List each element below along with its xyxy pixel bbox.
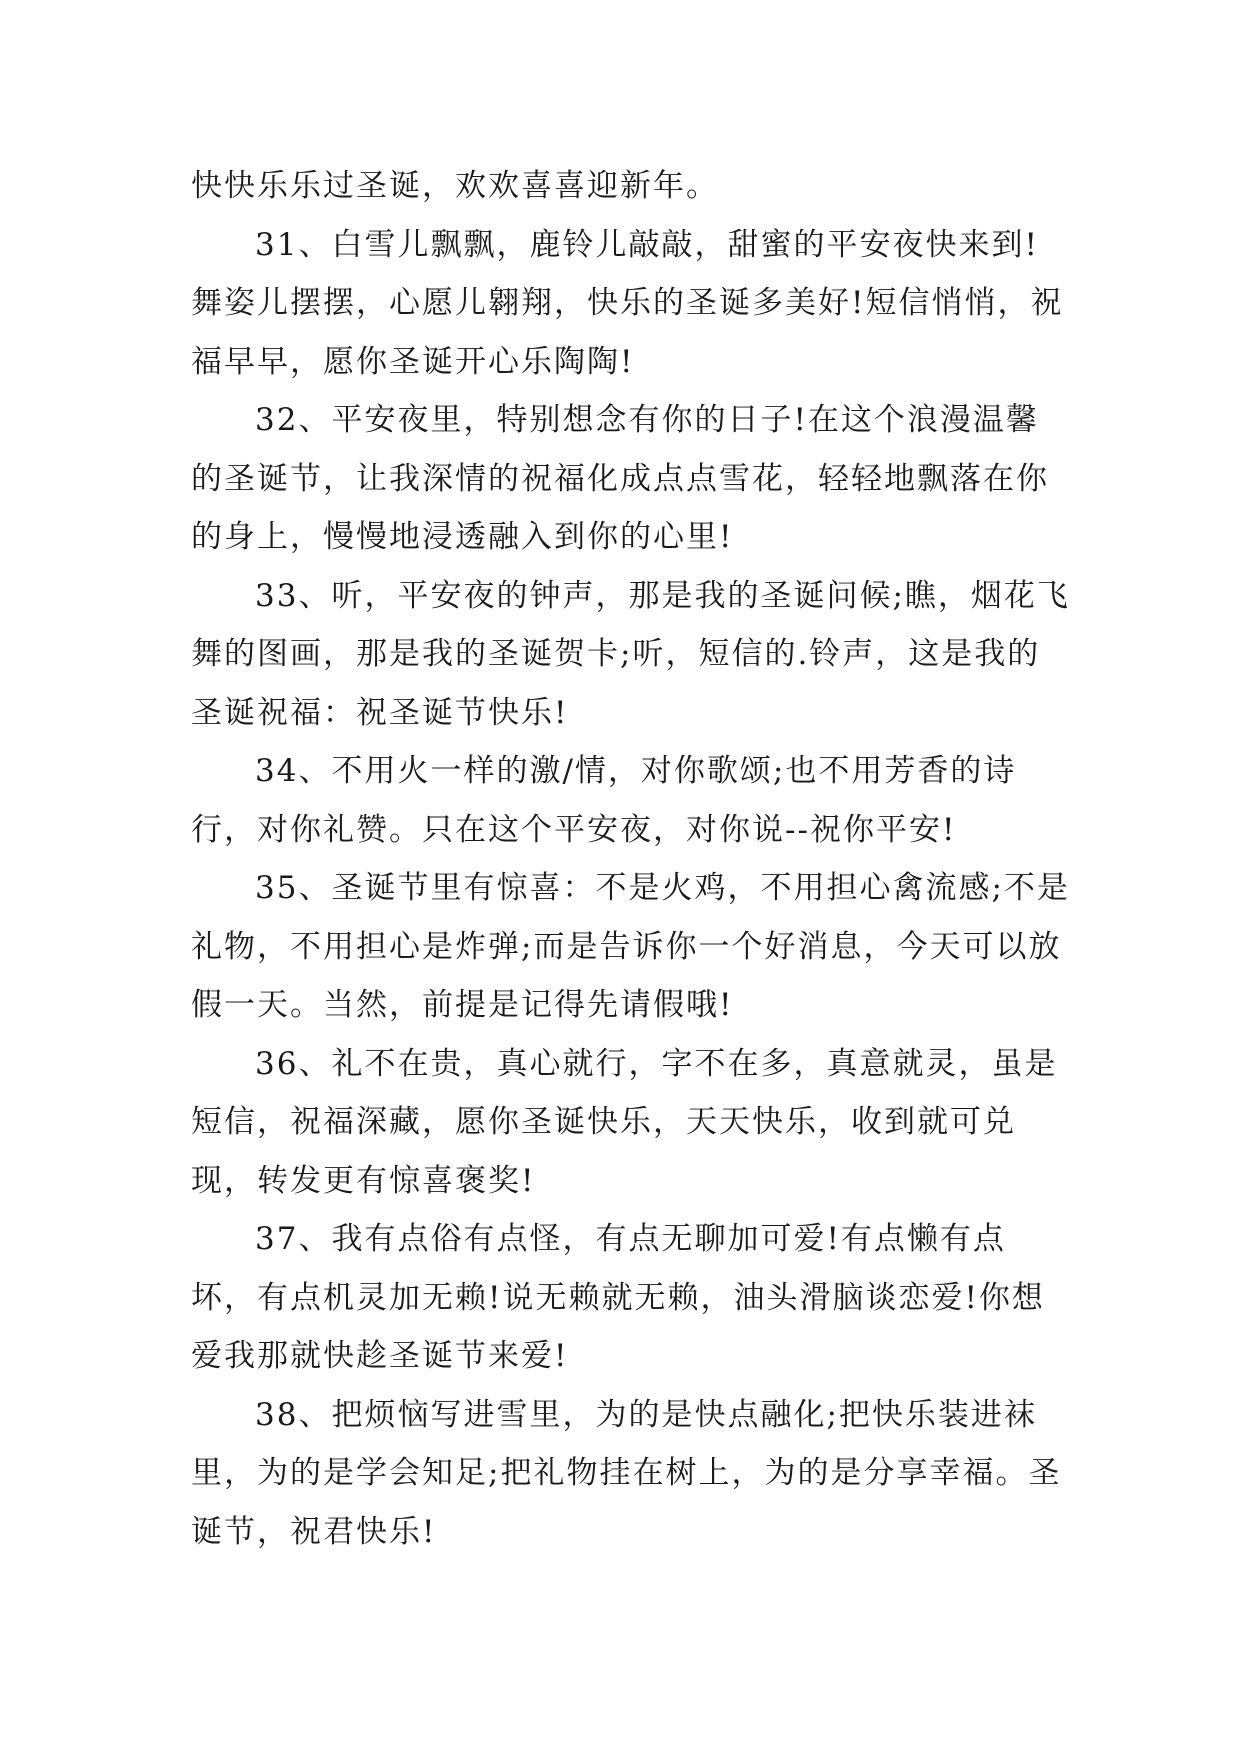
paragraph-34: 34、不用火一样的激/情，对你歌颂;也不用芳香的诗行，对你礼赞。只在这个平安夜，对你说--祝你平安! [191,753,1017,848]
paragraph-32: 32、平安夜里，特别想念有你的日子!在这个浪漫温馨的圣诞节，让我深情的祝福化成点点雪花，轻轻地飘落在你的身上，慢慢地浸透融入到你的心里! [191,402,1049,555]
paragraph-31: 31、白雪儿飘飘，鹿铃儿敲敲，甜蜜的平安夜快来到!舞姿儿摆摆，心愿儿翱翔，快乐的圣诞多美好!短信悄悄，祝福早早，愿你圣诞开心乐陶陶! [191,226,1064,380]
paragraph-intro: 快快乐乐过圣诞，欢欢喜喜迎新年。 [191,168,719,204]
document-body [191,157,1071,1561]
paragraph-36: 36、礼不在贵，真心就行，字不在多，真意就灵，虽是短信，祝福深藏，愿你圣诞快乐，天天快乐，收到就可兑现，转发更有惊喜褒奖! [191,1045,1058,1199]
paragraph-38: 38、把烦恼写进雪里，为的是快点融化;把快乐装进袜里，为的是学会知足;把礼物挂在树上，为的是分享幸福。圣诞节，祝君快乐! [191,1396,1062,1550]
paragraph-35: 35、圣诞节里有惊喜：不是火鸡，不用担心禽流感;不是礼物，不用担心是炸弹;而是告诉你一个好消息，今天可以放假一天。当然，前提是记得先请假哦! [191,870,1070,1023]
paragraph-37: 37、我有点俗有点怪，有点无聊加可爱!有点懒有点坏，有点机灵加无赖!说无赖就无赖，油头滑脑谈恋爱!你想爱我那就快趁圣诞节来爱! [191,1221,1045,1374]
paragraph-33: 33、听，平安夜的钟声，那是我的圣诞问候;瞧，烟花飞舞的图画，那是我的圣诞贺卡;听，短信的.铃声，这是我的圣诞祝福：祝圣诞节快乐! [191,577,1070,731]
